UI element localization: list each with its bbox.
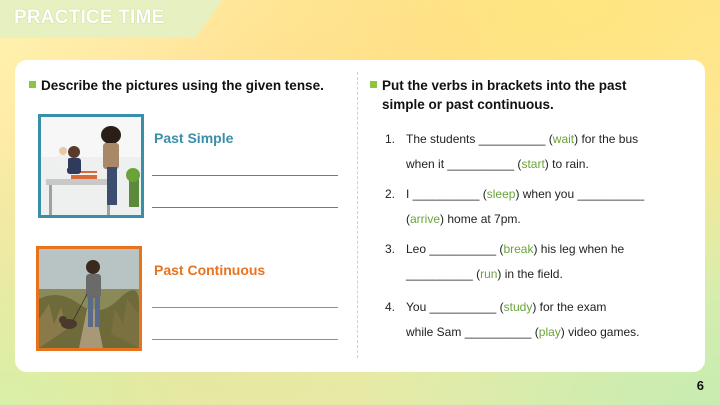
exercise-number: 2. (385, 187, 396, 201)
verb-hint: arrive (410, 212, 441, 226)
past-continuous-label: Past Continuous (154, 262, 266, 278)
past-simple-label: Past Simple (154, 130, 234, 146)
verb-hint: study (503, 300, 533, 314)
page-number: 6 (696, 378, 704, 393)
answer-line[interactable] (152, 339, 338, 340)
exercise-line: The students __________ (wait) for the bus (406, 132, 639, 146)
exercise-number: 3. (385, 242, 396, 256)
answer-line[interactable] (152, 207, 338, 208)
bullet-icon (29, 81, 36, 88)
answer-line[interactable] (152, 175, 338, 176)
exercise-number: 1. (385, 132, 396, 146)
verb-hint: wait (552, 132, 575, 146)
bullet-icon (370, 81, 377, 88)
exercise-number: 4. (385, 300, 396, 314)
answer-line[interactable] (152, 307, 338, 308)
page-title: PRACTICE TIME (14, 7, 165, 28)
exercise-line: when it __________ (start) to rain. (406, 157, 589, 171)
exercise-line: You __________ (study) for the exam (406, 300, 607, 314)
left-instruction: Describe the pictures using the given tense. (41, 78, 324, 93)
right-instruction-line2: simple or past continuous. (382, 97, 554, 112)
past-simple-photo (38, 114, 144, 218)
verb-hint: run (480, 267, 498, 281)
past-continuous-photo (36, 246, 142, 351)
exercise-line: I __________ (sleep) when you __________ (406, 187, 645, 201)
exercise-line: Leo __________ (break) his leg when he (406, 242, 625, 256)
exercise-line: (arrive) home at 7pm. (406, 212, 521, 226)
verb-hint: play (538, 325, 561, 339)
verb-hint: sleep (486, 187, 516, 201)
right-instruction-line1: Put the verbs in brackets into the past (382, 78, 627, 93)
exercise-line: __________ (run) in the field. (406, 267, 563, 281)
verb-hint: start (521, 157, 545, 171)
column-divider (357, 72, 358, 358)
exercise-line: while Sam __________ (play) video games. (406, 325, 640, 339)
verb-hint: break (503, 242, 534, 256)
